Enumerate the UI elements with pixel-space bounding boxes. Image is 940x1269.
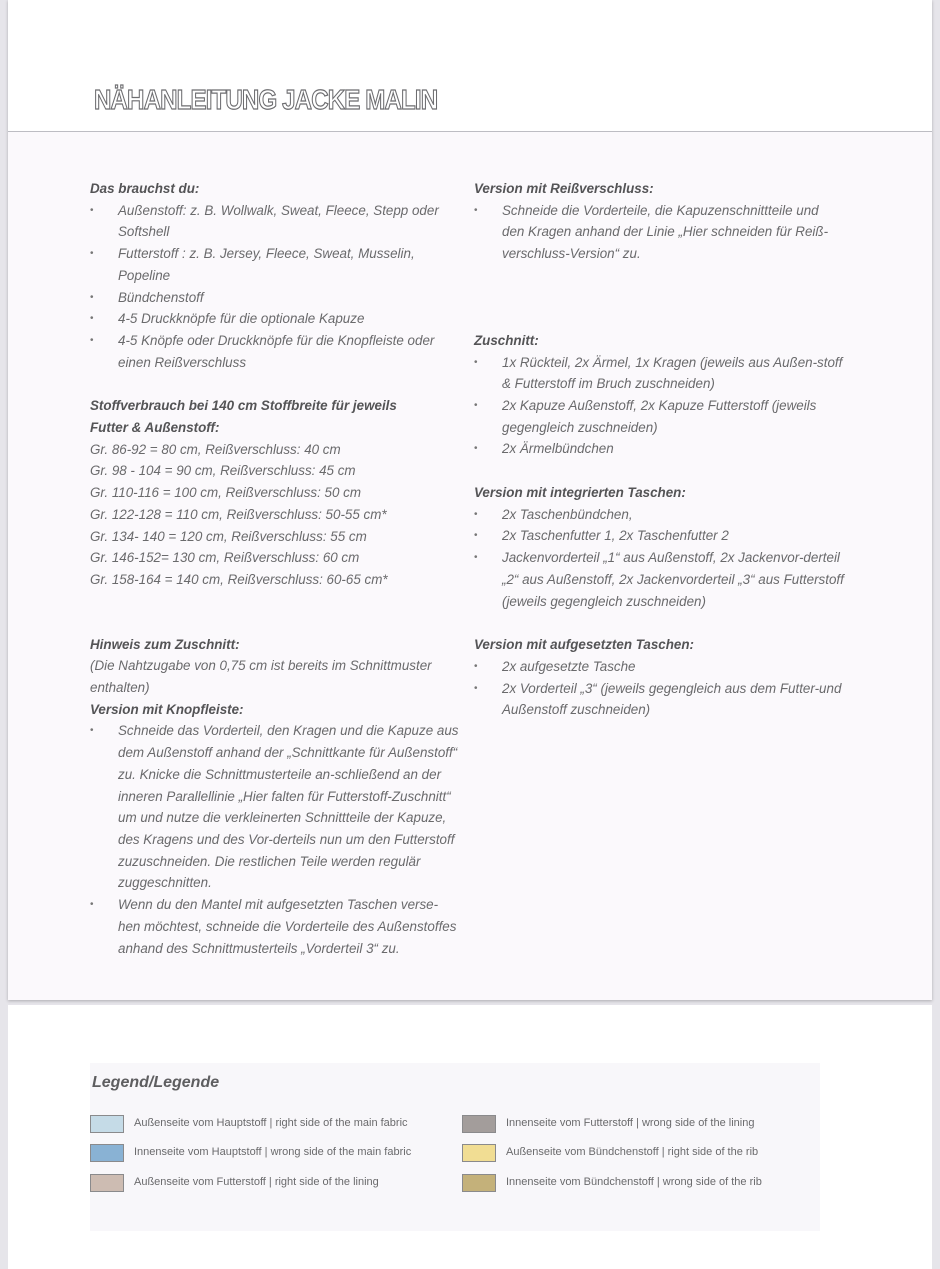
legend-page xyxy=(8,1005,932,1269)
usage-subheading: Futter & Außenstoff: xyxy=(90,420,220,436)
usage-line: Gr. 122-128 = 110 cm, Reißverschluss: 50-55 cm* xyxy=(90,506,387,522)
header-band xyxy=(8,0,932,132)
patch-heading: Version mit aufgesetzten Taschen: xyxy=(474,637,695,653)
color-swatch xyxy=(462,1115,496,1133)
pockets-list xyxy=(474,504,844,613)
list-item: • Bündchenstoff xyxy=(90,287,460,309)
instruction-page xyxy=(8,0,932,1000)
color-swatch xyxy=(90,1115,124,1133)
legend-title: Legend/Legende xyxy=(92,1074,220,1091)
legend-label: Innenseite vom Futterstoff | wrong side of the lining xyxy=(506,1117,755,1129)
color-swatch xyxy=(90,1174,124,1192)
list-item: • Jackenvorderteil „1“ aus Außenstoff, 2x Jackenvor-derteil „2“ aus Außenstoff, 2x Jackenvorderteil „3“ aus Futterstoff (jeweils gegengleich zuschneiden) xyxy=(474,547,844,612)
list-item: • 1x Rückteil, 2x Ärmel, 1x Kragen (jeweils aus Außen-stoff & Futterstoff im Bruch zuschneiden) xyxy=(474,352,844,395)
list-item: • 2x Taschenbündchen, xyxy=(474,504,844,526)
list-item: • 2x Taschenfutter 1, 2x Taschenfutter 2 xyxy=(474,525,844,547)
left-column xyxy=(90,178,460,959)
legend-label: Innenseite vom Bündchenstoff | wrong side of the rib xyxy=(506,1176,762,1188)
usage-line: Gr. 98 - 104 = 90 cm, Reißverschluss: 45 cm xyxy=(90,463,356,479)
list-item: • Schneide das Vorderteil, den Kragen und die Kapuze aus dem Außenstoff anhand der „Schnittkante für Außenstoff“ zu. Knicke die Schnittmusterteile an-schließend an der inneren Parallellinie „Hier falten für Futterstoff-Zuschnitt“ um und nutze die verkleinerten Schnittteile der Kapuze, des Kragens und des Vor-derteils nun um den Futterstoff zuzuschneiden. Die restlichen Teile werden regulär zuggeschnitten. xyxy=(90,720,460,894)
usage-line: Gr. 158-164 = 140 cm, Reißverschluss: 60-65 cm* xyxy=(90,571,388,587)
cut-list xyxy=(474,352,844,461)
materials-list xyxy=(90,200,460,374)
knopf-list xyxy=(90,720,460,959)
list-item: • 2x Vorderteil „3“ (jeweils gegengleich aus dem Futter-und Außenstoff zuschneiden) xyxy=(474,678,844,721)
usage-line: Gr. 134- 140 = 120 cm, Reißverschluss: 55 cm xyxy=(90,528,367,544)
materials-heading: Das brauchst du: xyxy=(90,181,200,196)
right-column xyxy=(474,178,844,721)
cut-heading: Zuschnitt: xyxy=(474,332,539,348)
usage-heading: Stoffverbrauch bei 140 cm Stoffbreite für jeweils xyxy=(90,398,397,414)
list-item: • Außenstoff: z. B. Wollwalk, Sweat, Fleece, Stepp oder Softshell xyxy=(90,200,460,243)
list-item: • 4-5 Druckknöpfe für die optionale Kapuze xyxy=(90,308,460,330)
list-item: • 4-5 Knöpfe oder Druckknöpfe für die Knopfleiste oder einen Reißverschluss xyxy=(90,330,460,373)
hint-text: (Die Nahtzugabe von 0,75 cm ist bereits im Schnittmuster xyxy=(90,658,432,674)
list-item: • 2x Ärmelbündchen xyxy=(474,438,844,460)
knopf-heading: Version mit Knopfleiste: xyxy=(90,701,244,717)
list-item: • 2x Kapuze Außenstoff, 2x Kapuze Futterstoff (jeweils gegengleich zuschneiden) xyxy=(474,395,844,438)
zipper-heading: Version mit Reißverschluss: xyxy=(474,181,654,196)
legend-label: Außenseite vom Bündchenstoff | right side of the rib xyxy=(506,1146,759,1158)
list-item: • Futterstoff : z. B. Jersey, Fleece, Sweat, Musselin, Popeline xyxy=(90,243,460,286)
usage-line: Gr. 146-152= 130 cm, Reißverschluss: 60 cm xyxy=(90,550,360,566)
list-item: • Schneide die Vorderteile, die Kapuzenschnittteile und den Kragen anhand der Linie „Hier schneiden für Reiß-verschluss-Version“ zu. xyxy=(474,200,844,265)
color-swatch xyxy=(90,1144,124,1162)
color-swatch xyxy=(462,1144,496,1162)
legend-label: Außenseite vom Futterstoff | right side of the lining xyxy=(134,1176,379,1188)
usage-line: Gr. 110-116 = 100 cm, Reißverschluss: 50 cm xyxy=(90,485,362,501)
legend-label: Außenseite vom Hauptstoff | right side of the main fabric xyxy=(134,1117,408,1129)
list-item: • Wenn du den Mantel mit aufgesetzten Taschen verse-hen möchtest, schneide die Vorderteile des Außenstoffes anhand des Schnittmusterteils „Vorderteil 3“ zu. xyxy=(90,894,460,959)
legend-label: Innenseite vom Hauptstoff | wrong side of the main fabric xyxy=(134,1146,412,1158)
patch-list xyxy=(474,656,844,721)
pockets-heading: Version mit integrierten Taschen: xyxy=(474,485,686,501)
page-title: NÄHANLEITUNG JACKE MALIN xyxy=(94,84,438,115)
color-swatch xyxy=(462,1174,496,1192)
zipper-list xyxy=(474,200,844,265)
hint-text: enthalten) xyxy=(90,680,150,696)
usage-line: Gr. 86-92 = 80 cm, Reißverschluss: 40 cm xyxy=(90,441,341,457)
hint-heading: Hinweis zum Zuschnitt: xyxy=(90,636,240,652)
list-item: • 2x aufgesetzte Tasche xyxy=(474,656,844,678)
